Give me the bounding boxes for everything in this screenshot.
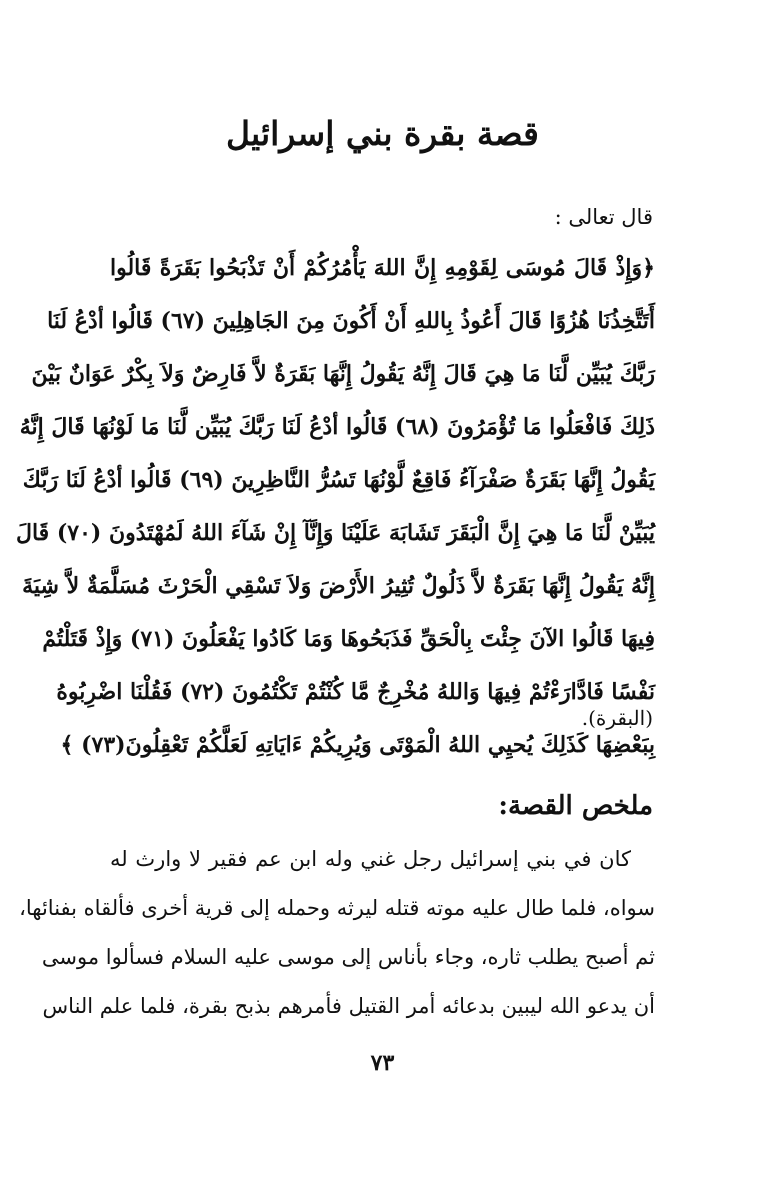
verse-line: ﴿وَإِذْ قَالَ مُوسَى لِقَوْمِهِ إِنَّ اللهَ يَأْمُرُكُمْ أَنْ تَذْبَحُوا بَقَرَةً قَالُوا: [110, 255, 655, 281]
summary-line: ثم أصبح يطلب ثاره، وجاء بأناس إلى موسى عليه السلام فسألوا موسى: [41, 945, 655, 969]
verse-line: إِنَّهُ يَقُولُ إِنَّهَا بَقَرَةٌ لاَّ ذَلُولٌ تُثِيرُ الأَرْضَ وَلاَ تَسْقِي الْحَرْثَ مُسَلَّمَةٌ لاَّ شِيَةَ: [22, 573, 655, 599]
quran-verse-block: [15, 242, 655, 772]
page-title: قصة بقرة بني إسرائيل: [226, 114, 539, 153]
verse-line: رَبَّكَ يُبَيِّن لَّنَا مَا هِيَ قَالَ إِنَّهُ يَقُولُ إِنَّهَا بَقَرَةٌ لاَّ فَارِضٌ وَلاَ بِكْرٌ عَوَانٌ بَيْنَ: [31, 361, 655, 387]
summary-line: أن يدعو الله ليبين بدعائه أمر القتيل فأمرهم بذبح بقرة، فلما علم الناس: [42, 994, 655, 1018]
verse-source: (البقرة).: [581, 706, 653, 730]
summary-line: سواه، فلما طال عليه موته قتله ليرثه وحمله إلى قرية أخرى فألقاه بفنائها،: [19, 896, 655, 920]
page-number: ٧٣: [370, 1050, 395, 1076]
verse-intro: قال تعالى :: [554, 205, 653, 229]
verse-line: يَقُولُ إِنَّهَا بَقَرَةٌ صَفْرَآءُ فَاقِعٌ لَّوْنُهَا تَسُرُّ النَّاظِرِينَ (٦٩) قَالُوا أدْعُ لَنَا رَبَّكَ: [22, 467, 655, 493]
verse-line: نَفْسًا فَادَّارَءْتُمْ فِيهَا وَاللهُ مُخْرِجٌ مَّا كُنْتُمْ تَكْتُمُونَ (٧٢) فَقُلْنَا اضْرِبُوهُ: [56, 679, 655, 705]
section-heading: ملخص القصة:: [498, 791, 653, 821]
summary-line: كان في بني إسرائيل رجل غني وله ابن عم فقير لا وارث له: [110, 847, 631, 871]
verse-line: ذَلِكَ فَافْعَلُوا مَا تُؤْمَرُونَ (٦٨) قَالُوا أدْعُ لَنَا رَبَّكَ يُبَيِّن لَّنَا مَا لَوْنُهَا قَالَ إِنَّهُ: [19, 414, 655, 440]
verse-line: بِبَعْضِهَا كَذَلِكَ يُحيِي اللهُ الْمَوْتَى وَيُرِيكُمْ ءَايَاتِهِ لَعَلَّكُمْ تَعْقِلُونَ(٧٣) ﴾: [60, 732, 655, 758]
verse-line: فِيهَا قَالُوا الآنَ جِئْتَ بِالْحَقِّ فَذَبَحُوهَا وَمَا كَادُوا يَفْعَلُونَ (٧١) وَإِذْ قَتَلْتُمْ: [42, 626, 655, 652]
verse-line: أَتَتَّخِذُنَا هُزُوًا قَالَ أَعُوذُ بِاللهِ أَنْ أَكُونَ مِنَ الجَاهِلِينَ (٦٧) قَالُوا أدْعُ لَنَا: [47, 308, 655, 334]
verse-line: يُبَيِّنْ لَّنَا مَا هِيَ إِنَّ الْبَقَرَ تَشَابَهَ عَلَيْنَا وَإِنَّآ إِنْ شَآءَ اللهُ لَمُهْتَدُونَ (٧٠) قَالَ: [15, 520, 655, 546]
summary-paragraph: [19, 835, 655, 1031]
